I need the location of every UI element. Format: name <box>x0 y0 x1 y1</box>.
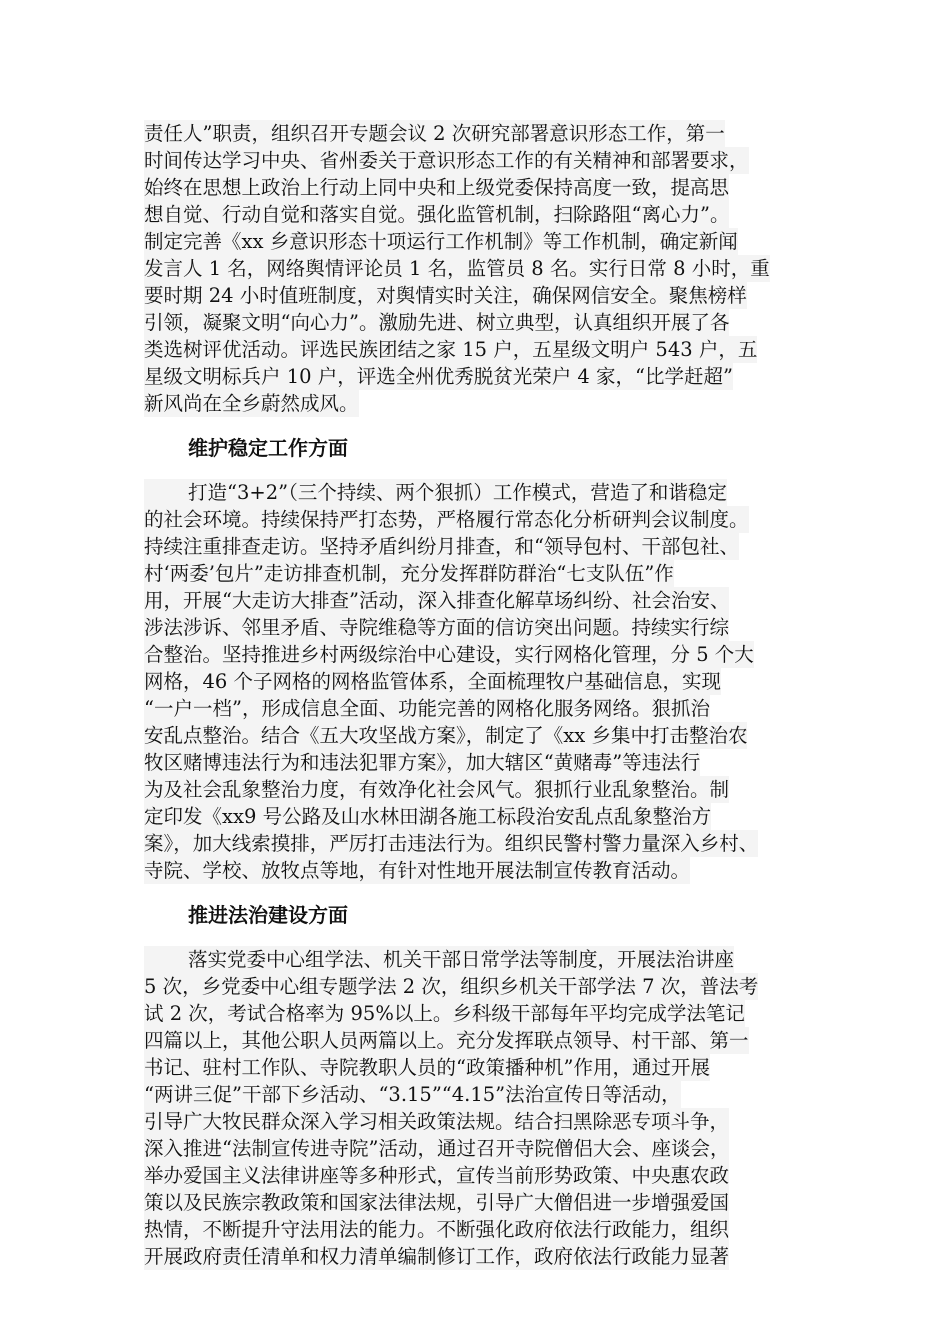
section-heading-stability: 维护稳定工作方面 <box>188 436 348 460</box>
text-line: 时间传达学习中央、省州委关于意识形态工作的有关精神和部署要求， <box>144 149 749 172</box>
paragraph-ideology <box>144 120 816 417</box>
text-line: 新风尚在全乡蔚然成风。 <box>144 392 359 415</box>
text-line: 5 次，乡党委中心组专题学法 2 次，组织乡机关干部学法 7 次，普法考 <box>144 975 759 998</box>
text-line: 试 2 次，考试合格率为 95%以上。乡科级干部每年平均完成学法笔记 <box>144 1002 745 1025</box>
text-line: 案》，加大线索摸排，严厉打击违法行为。组织民警村警力量深入乡村、 <box>144 832 759 855</box>
text-line: 制定完善《xx 乡意识形态十项运行工作机制》等工作机制，确定新闻 <box>144 230 738 253</box>
text-line: 寺院、学校、放牧点等地，有针对性地开展法制宣传教育活动。 <box>144 859 691 882</box>
section-heading-rule-of-law: 推进法治建设方面 <box>188 903 348 927</box>
text-line: 类选树评优活动。评选民族团结之家 15 户，五星级文明户 543 户，五 <box>144 338 758 361</box>
text-line: 引导广大牧民群众深入学习相关政策法规。结合扫黑除恶专项斗争， <box>144 1110 730 1133</box>
text-line: 用，开展“大走访大排查”活动，深入排查化解草场纠纷、社会治安、 <box>144 589 730 612</box>
text-line: 村‘两委’包片”走访排查机制，充分发挥群防群治“七支队伍”作 <box>144 562 674 585</box>
text-line: 打造“3+2”（三个持续、两个狠抓）工作模式，营造了和谐稳定 <box>144 479 727 506</box>
paragraph-rule-of-law <box>144 946 816 1270</box>
text-line: 持续注重排查走访。坚持矛盾纠纷月排查，和“领导包村、干部包社、 <box>144 535 739 558</box>
document-page <box>144 120 816 1270</box>
text-line: 安乱点整治。结合《五大攻坚战方案》，制定了《xx 乡集中打击整治农 <box>144 724 748 747</box>
text-line: 策以及民族宗教政策和国家法律法规，引导广大僧侣进一步增强爱国 <box>144 1191 730 1214</box>
text-line: 深入推进“法制宣传进寺院”活动，通过召开寺院僧侣大会、座谈会， <box>144 1137 730 1160</box>
text-line: 始终在思想上政治上行动上同中央和上级党委保持高度一致，提高思 <box>144 176 730 199</box>
text-line: 四篇以上，其他公职人员两篇以上。充分发挥联点领导、村干部、第一 <box>144 1029 749 1052</box>
text-line: 想自觉、行动自觉和落实自觉。强化监管机制，扫除路阻“离心力”。 <box>144 203 730 226</box>
text-line: 举办爱国主义法律讲座等多种形式，宣传当前形势政策、中央惠农政 <box>144 1164 730 1187</box>
text-line: 热情，不断提升守法用法的能力。不断强化政府依法行政能力，组织 <box>144 1218 730 1241</box>
text-line: 为及社会乱象整治力度，有效净化社会风气。狠抓行业乱象整治。制 <box>144 778 730 801</box>
text-line: 定印发《xx9 号公路及山水林田湖各施工标段治安乱点乱象整治方 <box>144 805 712 828</box>
paragraph-stability <box>144 479 816 884</box>
text-line: 要时期 24 小时值班制度，对舆情实时关注，确保网信安全。聚焦榜样 <box>144 284 747 307</box>
text-line: 落实党委中心组学法、机关干部日常学法等制度，开展法治讲座 <box>144 946 734 973</box>
text-line: 发言人 1 名，网络舆情评论员 1 名，监管员 8 名。实行日常 8 小时，重 <box>144 257 770 280</box>
text-line: 的社会环境。持续保持严打态势，严格履行常态化分析研判会议制度。 <box>144 508 749 531</box>
text-line: 合整治。坚持推进乡村两级综治中心建设，实行网格化管理，分 5 个大 <box>144 643 754 666</box>
text-line: “两讲三促”干部下乡活动、“3.15”“4.15”法治宣传日等活动， <box>144 1083 681 1106</box>
text-line: 书记、驻村工作队、寺院教职人员的“政策播种机”作用，通过开展 <box>144 1056 710 1079</box>
text-line: 开展政府责任清单和权力清单编制修订工作，政府依法行政能力显著 <box>144 1245 730 1268</box>
text-line: 涉法涉诉、邻里矛盾、寺院维稳等方面的信访突出问题。持续实行综 <box>144 616 730 639</box>
text-line: 网格，46 个子网格的网格监管体系，全面梳理牧户基础信息，实现 <box>144 670 722 693</box>
text-line: “一户一档”，形成信息全面、功能完善的网格化服务网络。狠抓治 <box>144 697 710 720</box>
text-line: 星级文明标兵户 10 户，评选全州优秀脱贫光荣户 4 家，“比学赶超” <box>144 365 733 388</box>
text-line: 引领，凝聚文明“向心力”。激励先进、树立典型，认真组织开展了各 <box>144 311 730 334</box>
text-line: 责任人”职责，组织召开专题会议 2 次研究部署意识形态工作，第一 <box>144 122 725 145</box>
text-line: 牧区赌博违法行为和违法犯罪方案》，加大辖区“黄赌毒”等违法行 <box>144 751 701 774</box>
